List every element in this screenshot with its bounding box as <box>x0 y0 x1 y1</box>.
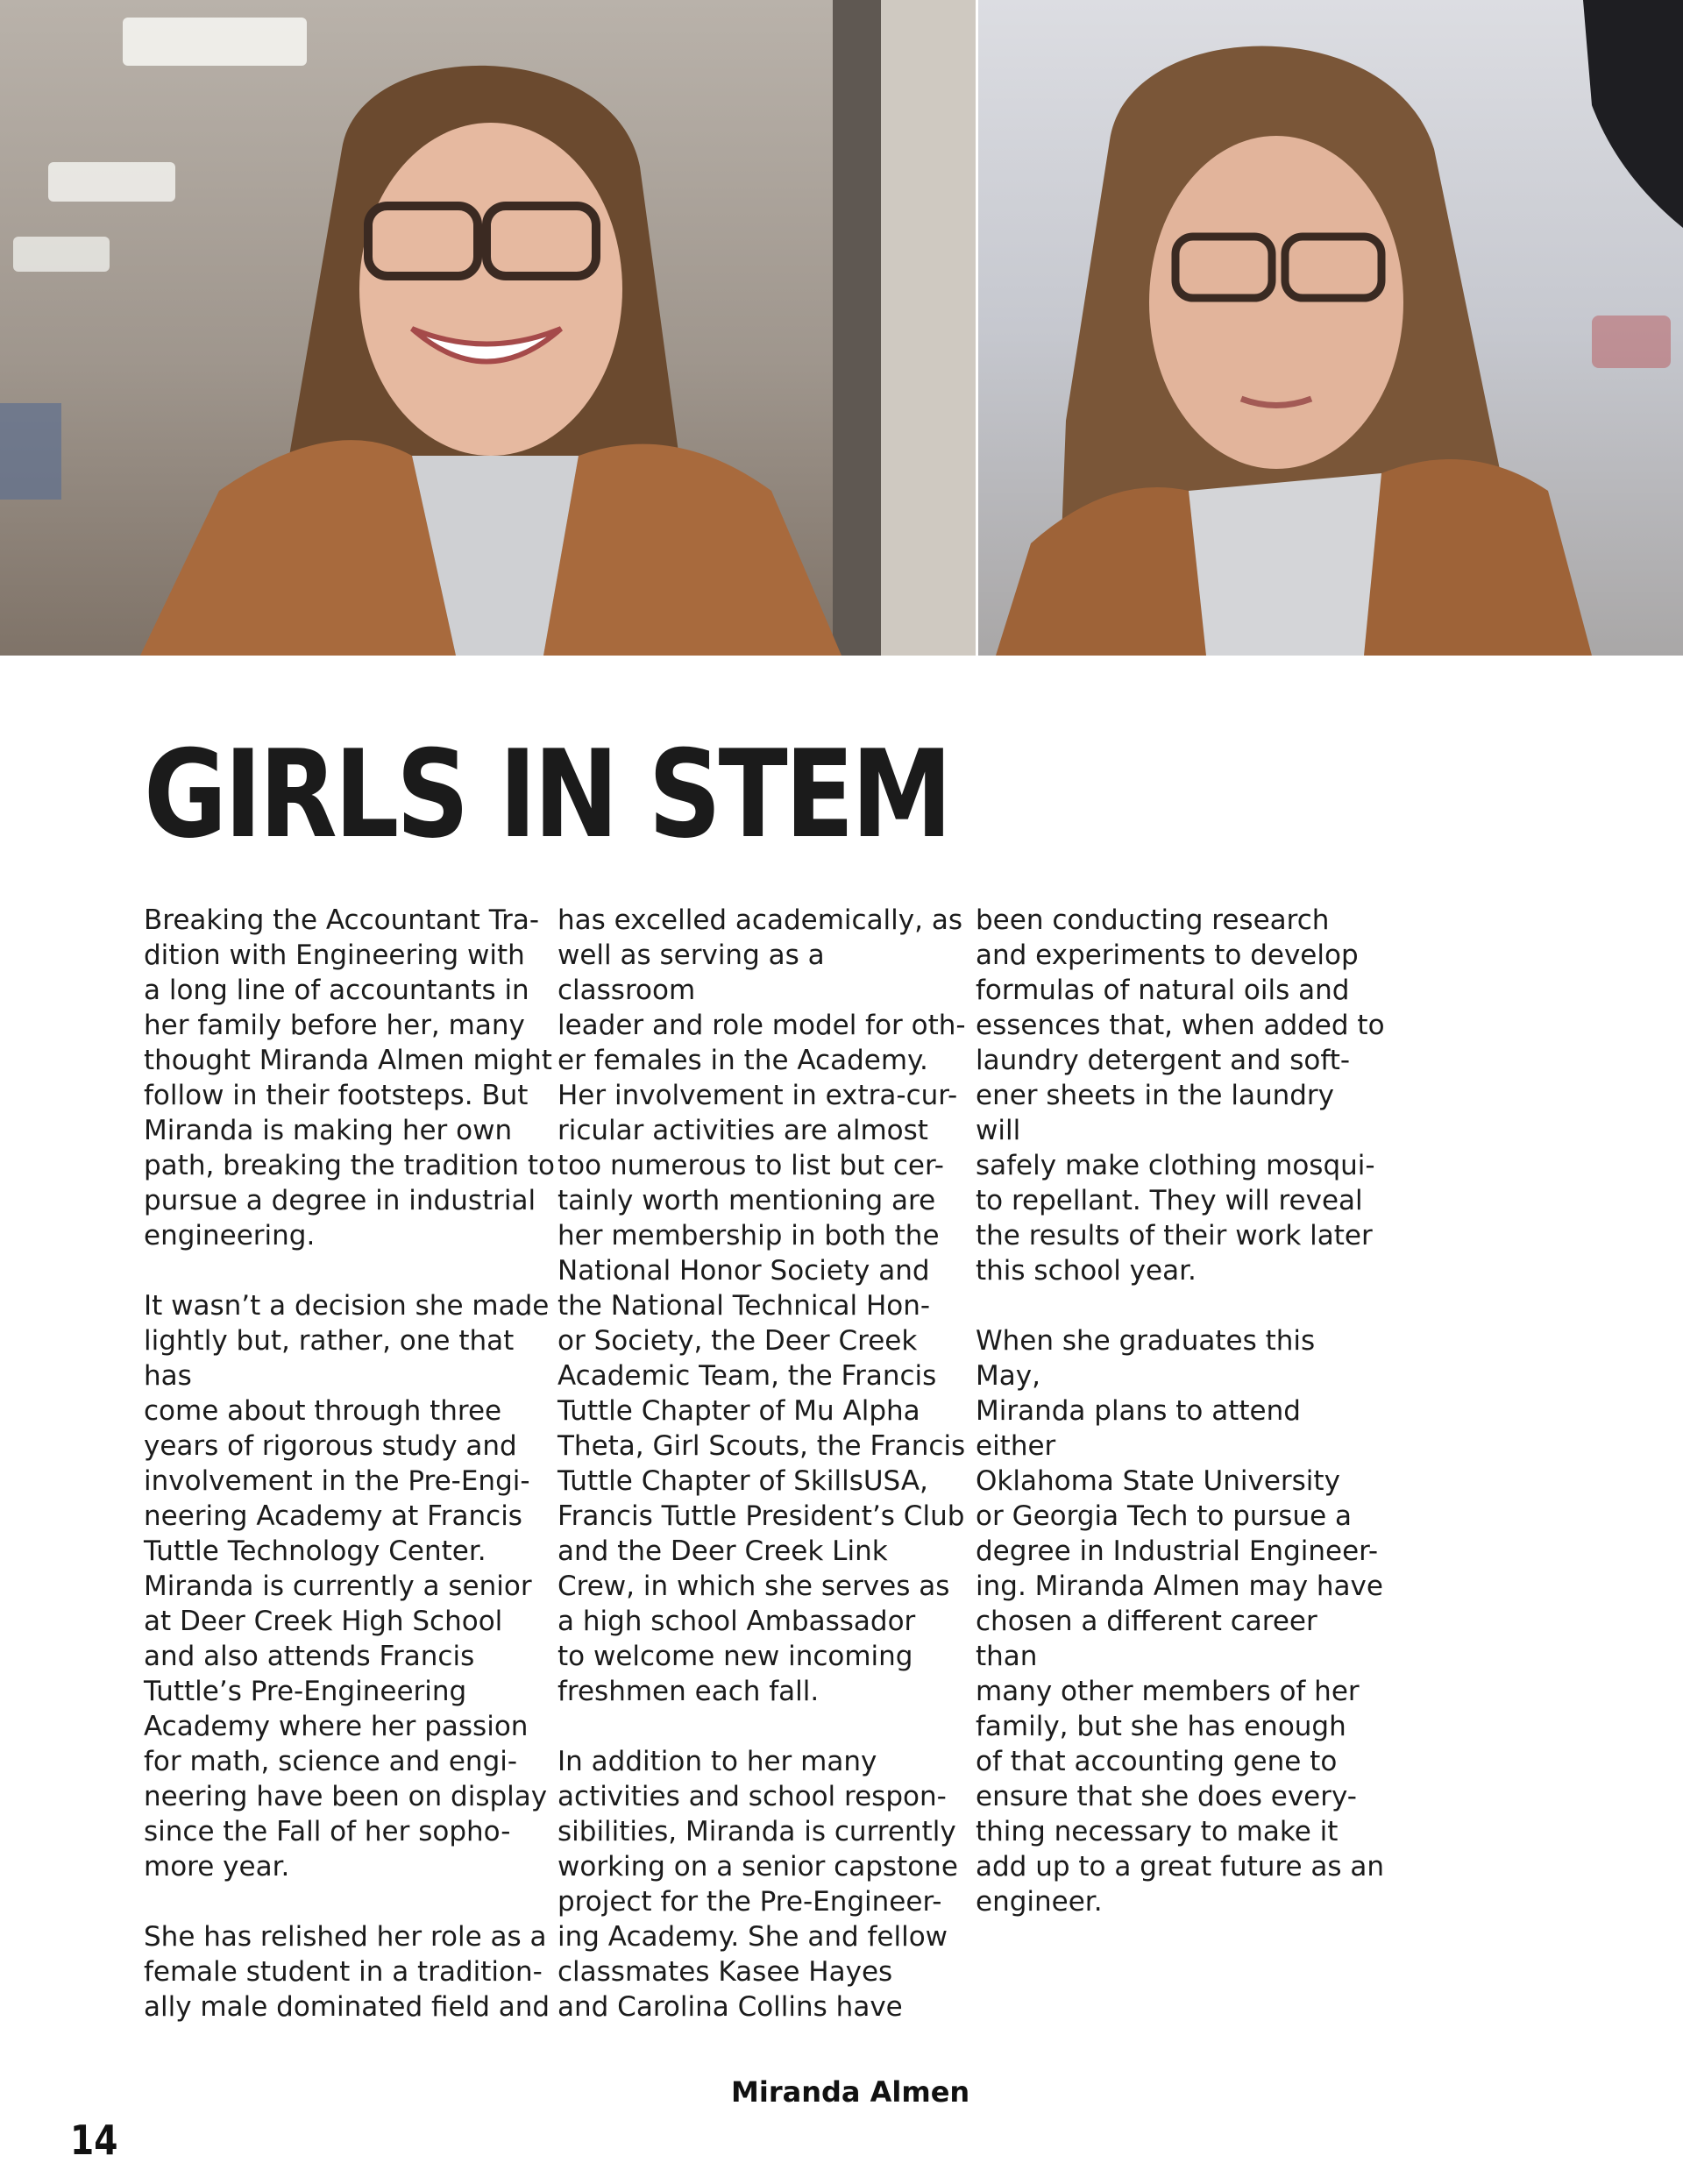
page-title: GIRLS IN STEM <box>144 724 950 865</box>
article-column-1: Breaking the Accountant Tra- dition with Engineering with a long line of accountants in her family before her, many thought Miranda Almen might follow in their footsteps. But Miranda is making her own path, breaking the tradition to pursue a degree in industrial engineering. It wasn’t a decision she made lightly but, rather, one that has come about through three years of rigorous study and involvement in the Pre-Engi- neering Academy at Francis Tuttle Technology Center. Miranda is currently a senior at Deer Creek High School and also attends Francis Tuttle’s Pre-Engineering Academy where her passion for math, science and engi- neering have been on display since the Fall of her sopho- more year. She has relished her role as a female student in a tradition- ally male dominated field and <box>144 904 556 2023</box>
photo-caption: Miranda Almen <box>731 2075 970 2109</box>
photo-smiling-portrait <box>0 0 976 656</box>
page-number: 14 <box>70 2117 118 2164</box>
portrait-illustration-right <box>978 0 1683 656</box>
article-column-3: been conducting research and experiments to develop formulas of natural oils and essences that, when added to laundry detergent and soft- ener sheets in the laundry will safely make clothing mosqui- to repellant. They will reveal the results of their work later this school year. When she graduates this May, Miranda plans to attend either Oklahoma State University or Georgia Tech to pursue a degree in Industrial Engineer- ing. Miranda Almen may have chosen a different career than many other members of her family, but she has enough of that accounting gene to ensure that she does every- thing necessary to make it add up to a great future as an engineer. <box>976 904 1385 1918</box>
portrait-illustration-left <box>0 0 976 656</box>
article-column-2: has excelled academically, as well as serving as a classroom leader and role model for oth- er females in the Academy. Her involvement in extra-cur- ricular activities are almost too numerous to list but cer- tainly worth mentioning are her membership in both the National Honor Society and the National Technical Hon- or Society, the Deer Creek Academic Team, the Francis Tuttle Chapter of Mu Alpha Theta, Girl Scouts, the Francis Tuttle Chapter of SkillsUSA, Francis Tuttle President’s Club and the Deer Creek Link Crew, in which she serves as a high school Ambassador to welcome new incoming freshmen each fall. In addition to her many activities and school respon- sibilities, Miranda is currently working on a senior capstone project for the Pre-Engineer- ing Academy. She and fellow classmates Kasee Hayes and Carolina Collins have <box>557 904 966 2023</box>
photo-focused-portrait <box>978 0 1683 656</box>
